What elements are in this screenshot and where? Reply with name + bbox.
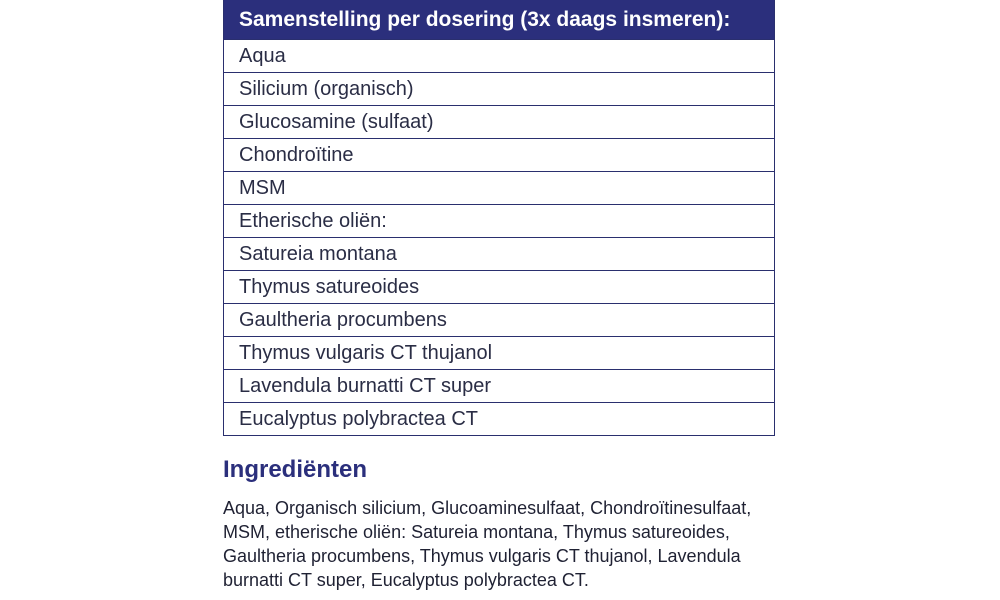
composition-table bbox=[223, 0, 775, 436]
ingredients-heading: Ingrediënten bbox=[223, 456, 368, 483]
table-row: Eucalyptus polybractea CT bbox=[224, 402, 774, 435]
table-row: Gaultheria procumbens bbox=[224, 303, 774, 336]
table-row: Glucosamine (sulfaat) bbox=[224, 105, 774, 138]
ingredients-text: Aqua, Organisch silicium, Glucoaminesulfaat, Chondroïtinesulfaat, MSM, etherische oliën: Satureia montana, Thymus satureoides, Gaultheria procumbens, Thymus vulgaris CT thujanol, Lavendula burnatti CT super, Eucalyptus polybractea CT. bbox=[223, 498, 752, 590]
table-row: Silicium (organisch) bbox=[224, 72, 774, 105]
table-row: Etherische oliën: bbox=[224, 204, 774, 237]
composition-table-header: Samenstelling per dosering (3x daags insmeren): bbox=[224, 0, 774, 39]
table-row: MSM bbox=[224, 171, 774, 204]
table-row: Thymus vulgaris CT thujanol bbox=[224, 336, 774, 369]
table-row: Lavendula burnatti CT super bbox=[224, 369, 774, 402]
table-row: Aqua bbox=[224, 39, 774, 72]
table-row: Satureia montana bbox=[224, 237, 774, 270]
table-row: Thymus satureoides bbox=[224, 270, 774, 303]
table-row: Chondroïtine bbox=[224, 138, 774, 171]
